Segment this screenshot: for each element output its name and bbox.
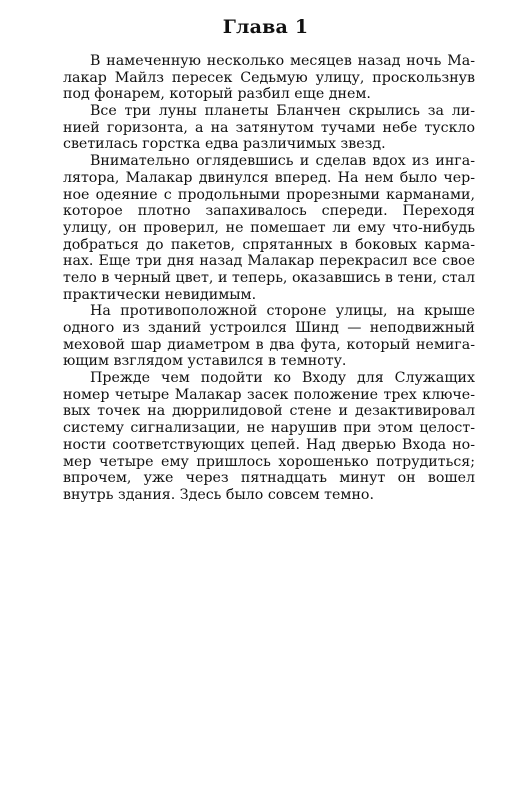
chapter-text xyxy=(63,53,475,504)
paragraph-5 xyxy=(63,370,475,504)
text-line: В намеченную несколько месяцев назад ночь Ма- xyxy=(90,53,475,69)
text-line: систему сигнализации, не нарушив при этом целост- xyxy=(63,420,475,437)
paragraph-3 xyxy=(63,153,475,303)
text-line: добраться до пакетов, спрятанных в боковых карма- xyxy=(63,236,475,253)
paragraph-4 xyxy=(63,303,475,370)
text-line: номер четыре Малакар засек положение трех ключе- xyxy=(63,386,475,403)
text-line: меховой шар диаметром в два фута, который немига- xyxy=(63,336,475,353)
text-line: впрочем, уже через пятнадцать минут он вошел xyxy=(63,470,475,487)
text-line: внутрь здания. Здесь было совсем темно. xyxy=(63,486,374,503)
text-line: нах. Еще три дня назад Малакар перекрасил все свое xyxy=(63,253,475,270)
text-line: вых точек на дюррилидовой стене и дезактивировал xyxy=(63,403,475,420)
text-line: тело в черный цвет, и теперь, оказавшись в тени, стал xyxy=(63,269,475,286)
text-line: Прежде чем подойти ко Входу для Служащих xyxy=(90,370,475,387)
text-line: Внимательно оглядевшись и сделав вдох из инга- xyxy=(90,153,475,170)
text-line: На противоположной стороне улицы, на крыше xyxy=(90,303,475,320)
text-line: лакар Майлз пересек Седьмую улицу, проскользнув xyxy=(63,69,475,86)
text-line: нией горизонта, а на затянутом тучами небе тускло xyxy=(63,119,475,136)
chapter-title: Глава 1 xyxy=(222,16,309,38)
text-line: ющим взглядом уставился в темноту. xyxy=(63,353,347,370)
text-line: одного из зданий устроился Шинд — неподвижный xyxy=(63,320,475,336)
text-line: Все три луны планеты Бланчен скрылись за ли- xyxy=(90,103,475,120)
text-line: улицу, он проверил, не помешает ли ему что-нибудь xyxy=(63,219,475,236)
text-line: ное одеяние с продольными прорезными карманами, xyxy=(63,186,475,203)
text-line: практически невидимым. xyxy=(63,286,257,303)
text-line: ности соответствующих цепей. Над дверью Входа но- xyxy=(63,436,475,453)
text-line: мер четыре ему пришлось хорошенько потрудиться; xyxy=(63,453,475,470)
text-line: светилась горстка едва различимых звезд. xyxy=(63,136,386,153)
paragraph-1 xyxy=(63,53,475,103)
text-line: которое плотно запахивалось спереди. Переходя xyxy=(63,203,475,220)
paragraph-2 xyxy=(63,103,475,153)
text-line: лятора, Малакар двинулся вперед. На нем было чер- xyxy=(63,169,475,186)
text-line: под фонарем, который разбил еще днем. xyxy=(63,86,371,103)
